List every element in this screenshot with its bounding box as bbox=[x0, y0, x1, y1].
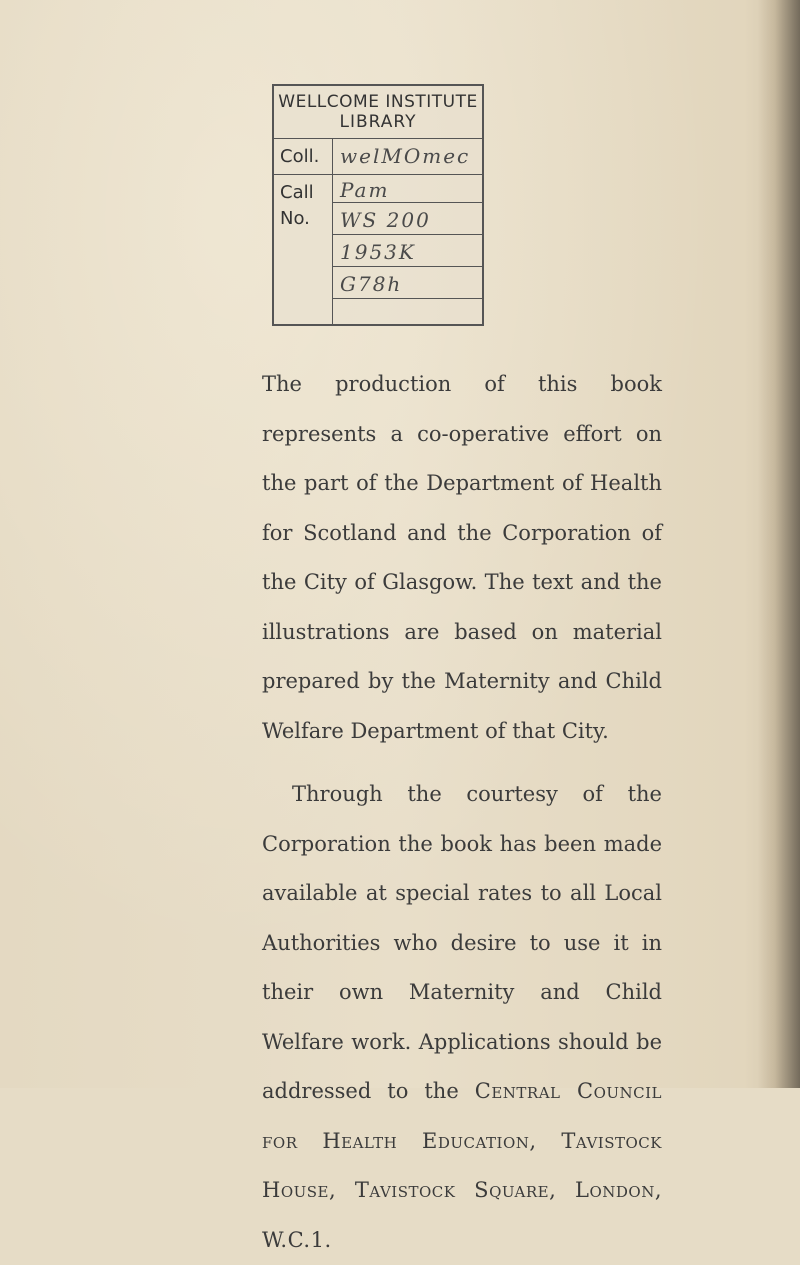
paragraph-2-address: Central Council for Health Education, Tavistock House, Tavistock Square, London, W.C.1. bbox=[262, 1079, 662, 1252]
stamp-divider bbox=[332, 202, 482, 203]
paragraph-2-intro: Through the courtesy of the Corporation the book has been made available at special rates to all Local Authorities who desire to use it in their own Maternity and Child Welfare work. Applications should be addressed to the bbox=[262, 782, 662, 1103]
stamp-call-line: 1953K bbox=[340, 240, 416, 264]
stamp-call-label: Call bbox=[280, 182, 314, 203]
library-stamp bbox=[272, 84, 484, 326]
stamp-coll-value: welMOmec bbox=[340, 144, 471, 168]
stamp-divider bbox=[332, 266, 482, 267]
body-text bbox=[262, 360, 662, 1265]
page-edge-shadow bbox=[758, 0, 800, 1088]
stamp-divider bbox=[274, 174, 482, 175]
stamp-divider bbox=[274, 138, 482, 139]
stamp-call-line: G78h bbox=[340, 272, 403, 296]
stamp-divider bbox=[332, 234, 482, 235]
stamp-divider bbox=[332, 298, 482, 299]
stamp-no-label: No. bbox=[280, 208, 310, 229]
stamp-title: WELLCOME INSTITUTE bbox=[278, 92, 478, 112]
paragraph-1: The production of this book represents a co-operative effort on the part of the Department of Health for Scotland and the Corporation of the City of Glasgow. The text and the illustrations are based on material prepared by the Maternity and Child Welfare Department of that City. bbox=[262, 372, 662, 743]
stamp-call-line: Pam bbox=[340, 178, 390, 202]
stamp-column-divider bbox=[332, 138, 333, 324]
stamp-subtitle: LIBRARY bbox=[339, 112, 417, 132]
paragraph-2 bbox=[262, 770, 662, 1265]
stamp-call-line: WS 200 bbox=[340, 208, 431, 232]
stamp-coll-label: Coll. bbox=[280, 146, 320, 167]
